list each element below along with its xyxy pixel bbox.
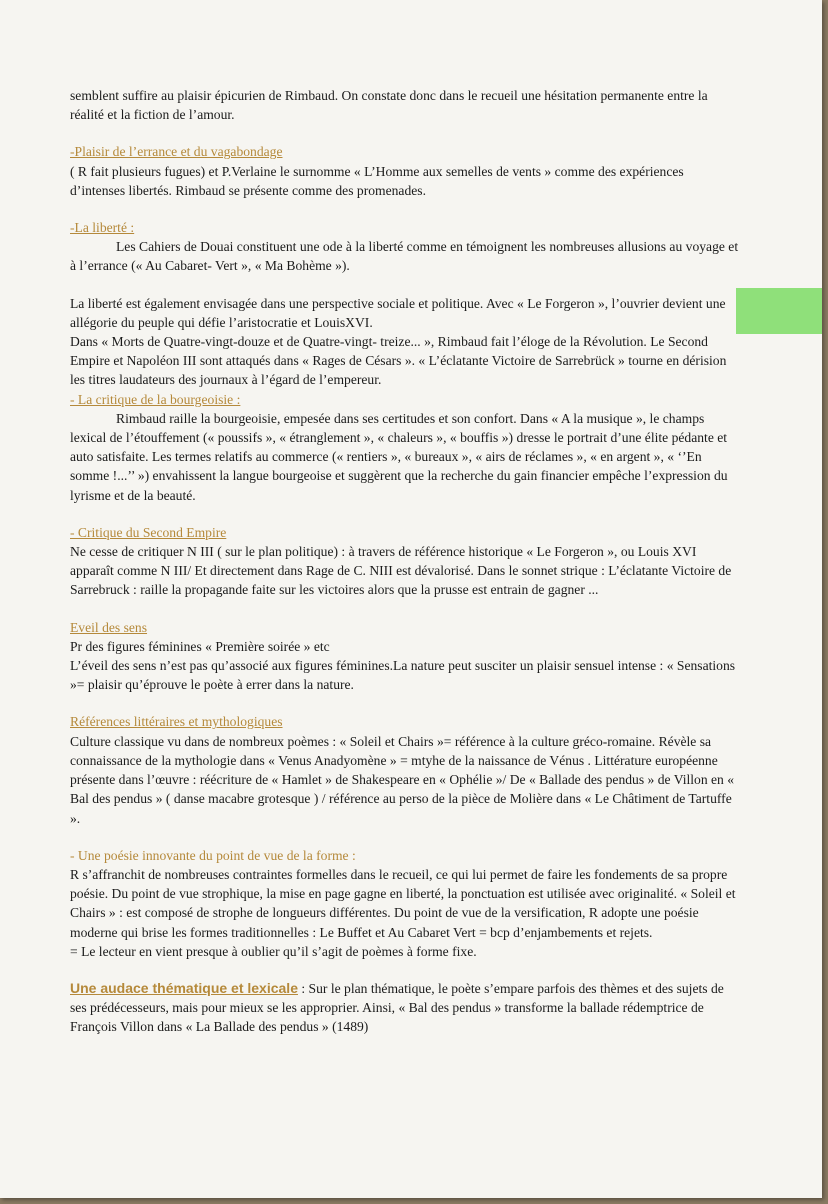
section-heading-audace: Une audace thématique et lexicale (70, 979, 298, 996)
section-body-empire: Ne cesse de critiquer N III ( sur le plan politique) : à travers de référence historique « Le Forgeron », ou Louis XVI apparaît comme N III/ Et directement dans Rage de C. NIII est dévalorisé. Dans le sonnet strique : L’éclatante Victoire de Sarrebruck : raille la propagande faite sur les victoires alors que la prusse est entrain de gagner ... (70, 544, 732, 598)
section-heading-liberte: -La liberté : (70, 220, 135, 236)
section-body-audace: : Sur le plan thématique, le poète s’empare parfois des thèmes et des sujets de ses prédécesseurs, mais pour mieux se les approprier. Ainsi, « Bal des pendus » transforme la ballade rédemptrice de François Villon dans « La Ballade des pendus » (1489) (70, 980, 724, 1035)
section-heading-empire: - Critique du Second Empire (70, 524, 227, 540)
section-body-forme-2: = Le lecteur en vient presque à oublier qu’il s’agit de poèmes à forme fixe. (70, 943, 477, 959)
section-body-bourgeoisie: Rimbaud raille la bourgeoisie, empesée dans ses certitudes et son confort. Dans « A la musique », le champs lexical de l’étouffement (« poussifs », « étranglement », « chaleurs », « bouffis ») dresse le portrait d’une élite pédante et auto satisfaite. Les termes relatifs au commerce (« rentiers », « bureaux », « airs de réclames », « en argent », « ‘’En somme !...’’ ») envahissent la langue bourgeoise et suggèrent que la recherche du gain financier empêche l’expression du lyrisme et de la beauté. (70, 410, 728, 503)
section-heading-errance: -Plaisir de l’errance et du vagabondage (70, 144, 283, 160)
section-heading-references: Références littéraires et mythologiques (70, 714, 283, 730)
green-tab-marker (736, 288, 822, 334)
section-body-liberte-1: Les Cahiers de Douai constituent une ode à la liberté comme en témoignent les nombreuses allusions au voyage et à l’errance (« Au Cabaret- Vert », « Ma Bohème »). (70, 239, 739, 274)
section-body-references: Culture classique vu dans de nombreux poèmes : « Soleil et Chairs »= référence à la culture gréco-romaine. Révèle sa connaissance de la mythologie dans « Venus Anadyomène » = mtyhe de la naissance de Vénus . Littérature européenne présente dans l’œuvre : réécriture de « Hamlet » de Shakespeare en « Ophélie »/ De « Ballade des pendus » de Villon en « Bal des pendus » ( danse macabre grotesque ) / référence au perso de la pièce de Molière dans « Le Châtiment de Tartuffe ». (70, 733, 735, 826)
intro-paragraph: semblent suffire au plaisir épicurien de Rimbaud. On constate donc dans le recueil une hésitation permanente entre la réalité et la fiction de l’amour. (70, 88, 708, 123)
section-heading-bourgeoisie: - La critique de la bourgeoisie : (70, 391, 241, 407)
section-body-liberte-2: La liberté est également envisagée dans une perspective sociale et politique. Avec « Le Forgeron », l’ouvrier devient une allégorie du peuple qui défie l’aristocratie et LouisXVI. (70, 295, 726, 330)
section-body-errance: ( R fait plusieurs fugues) et P.Verlaine le surnomme « L’Homme aux semelles de vents » comme des expériences d’intenses libertés. Rimbaud se présente comme des promenades. (70, 163, 684, 198)
section-audace (70, 979, 742, 1037)
section-body-sens-2: L’éveil des sens n’est pas qu’associé aux figures féminines.La nature peut susciter un plaisir sensuel intense : « Sensations »= plaisir qu’éprouve le poète à errer dans la nature. (70, 658, 736, 693)
section-heading-sens: Eveil des sens (70, 619, 148, 635)
section-heading-forme: - Une poésie innovante du point de vue de la forme : (70, 847, 356, 863)
section-body-liberte-3: Dans « Morts de Quatre-vingt-douze et de Quatre-vingt- treize... », Rimbaud fait l’éloge de la Révolution. Le Second Empire et Napoléon III sont attaqués dans « Rages de Césars ». « L’éclatante Victoire de Sarrebrück » tourne en dérision les titres laudateurs des journaux à l’égard de l’empereur. (70, 334, 727, 388)
document-body (70, 86, 742, 1037)
section-body-forme-1: R s’affranchit de nombreuses contraintes formelles dans le recueil, ce qui lui permet de faire les fondements de sa propre poésie. Du point de vue strophique, la mise en page gagne en liberté, la ponctuation est utilisée avec originalité. « Soleil et Chairs » : est composé de strophe de longueurs différentes. Du point de vue de la versification, R adopte une poésie moderne qui brise les formes traditionnelles : Le Buffet et Au Cabaret Vert = bcp d’enjambements et rejets. (70, 866, 736, 940)
section-body-sens-1: Pr des figures féminines « Première soirée » etc (70, 638, 330, 654)
